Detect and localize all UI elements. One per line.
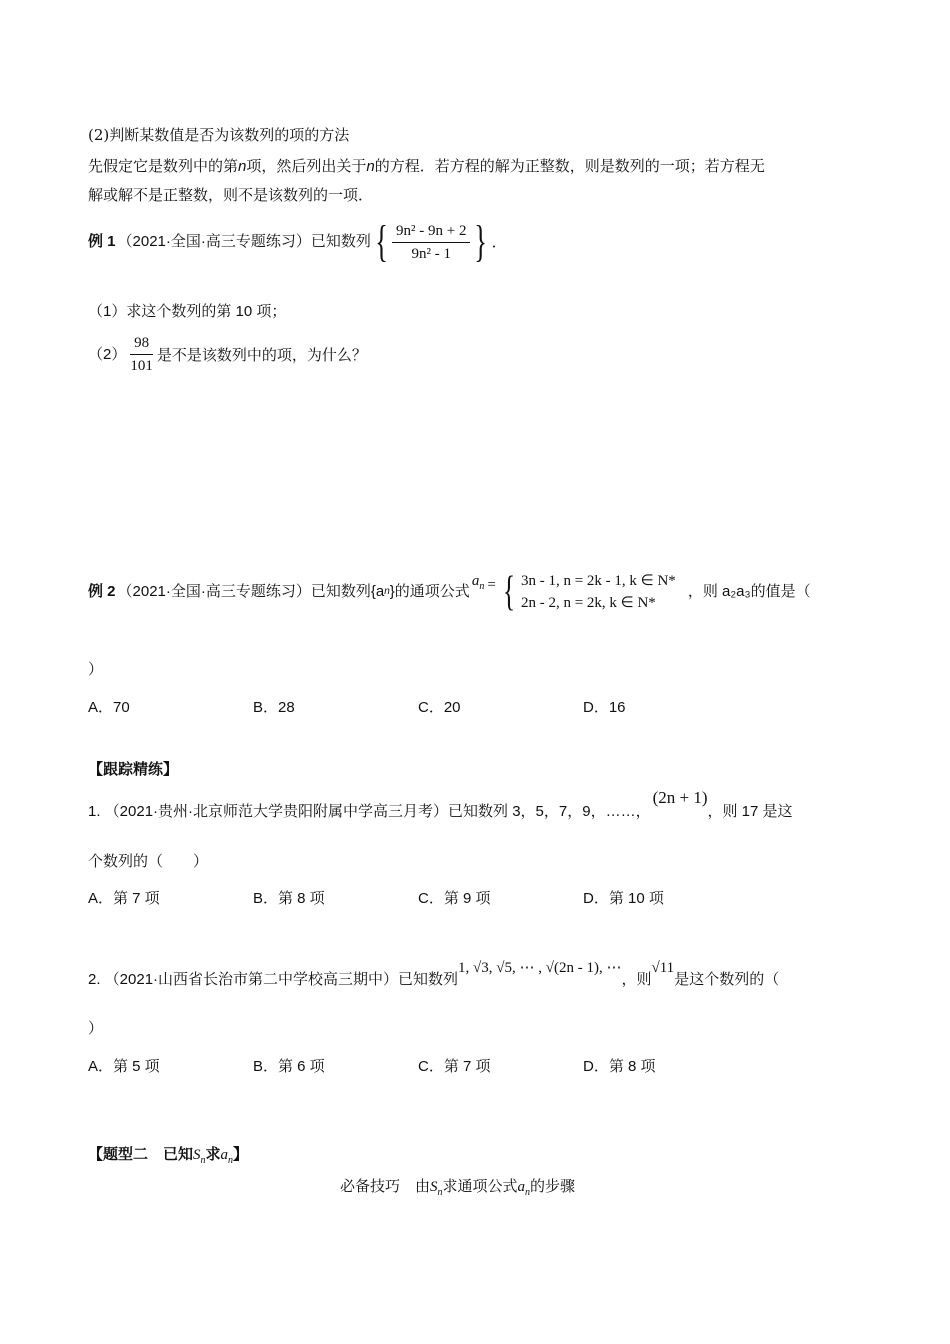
practice-2-option-c: C．第 7 项 <box>418 1058 491 1075</box>
formula-lhs: $a_n$ <box>471 573 485 592</box>
sqrt-sequence-formula: 1, √3, √5, ⋯ , √(2n - 1), ⋯ <box>458 960 622 976</box>
example-2-option-a: A．70 <box>88 699 130 716</box>
practice-2: 2. （2021·山西省长治市第二中学校高三期中）已知数列 1, √3, √5, ⋯ , √(2n - 1), ⋯ ，则 √11 是这个数列的（ <box>88 960 780 988</box>
practice-1-option-b: B．第 8 项 <box>253 890 325 907</box>
practice-1-option-a: A．第 7 项 <box>88 890 160 907</box>
fraction-98-101: $\frac{98}{101}$ <box>130 335 153 374</box>
formula-2n-plus-1: (2n + 1) <box>652 787 708 807</box>
practice-2-close-paren: ） <box>88 1020 104 1037</box>
practice-1-option-d: D．第 10 项 <box>583 890 664 907</box>
example-1-label: 例 1 <box>88 233 116 250</box>
type-2-header: 【题型二 已知$S_n$求$a_n$】 <box>88 1146 249 1166</box>
piecewise-formula: { 3n - 1, n = 2k - 1, k ∈ N* 2n - 2, n = 2k, k ∈ N* <box>502 569 676 615</box>
practice-1-line2: 个数列的（ ） <box>88 853 209 870</box>
example-2-option-d: D．16 <box>583 699 626 716</box>
sqrt-11: √11 <box>651 960 675 976</box>
practice-header: 【跟踪精练】 <box>88 761 179 778</box>
example-1-question-1: （1）求这个数列的第 10 项； <box>88 303 287 320</box>
method-desc-line1: 先假定它是数列中的第n项，然后列出关于n的方程．若方程的解为正整数，则是数列的一项；若方程无 <box>88 157 765 175</box>
example-1-question-2: （2） $\frac{98}{101}$ 是不是该数列中的项，为什么？ <box>88 335 367 374</box>
example-2-option-b: B．28 <box>253 699 295 716</box>
practice-2-option-d: D．第 8 项 <box>583 1058 656 1075</box>
practice-1-option-c: C．第 9 项 <box>418 890 491 907</box>
example-1-sequence-formula: { $\frac{\text{9n² - 9n + 2}}{\text{9n² - 1}}$ } <box>375 217 488 266</box>
example-2-close-paren: ） <box>88 661 104 678</box>
example-1-source: （2021·全国·高三专题练习）已知数列 <box>117 233 371 250</box>
method-desc-line2: 解或解不是正整数，则不是该数列的一项． <box>88 186 374 204</box>
practice-1: 1. （2021·贵州·北京师范大学贵阳附属中学高三月考）已知数列 3，5，7，9，……， (2n + 1) ，则 17 是这 <box>88 787 793 820</box>
practice-2-option-a: A．第 5 项 <box>88 1058 160 1075</box>
example-2-option-c: C．20 <box>418 699 461 716</box>
example-2: 例 2 （2021·全国·高三专题练习）已知数列{a n }的通项公式 $a_n$ = { 3n - 1, n = 2k - 1, k ∈ N* 2n - 2, n = 2k, k ∈ N* ，则 a₂a₃的值是（ <box>88 569 811 615</box>
example-2-label: 例 2 <box>88 583 116 600</box>
skill-title: 必备技巧 由$S_n$求通项公式$a_n$的步骤 <box>340 1177 576 1198</box>
method-heading: (2)判断某数值是否为该数列的项的方法 <box>88 126 350 144</box>
example-1: 例 1 （2021·全国·高三专题练习）已知数列 { $\frac{\text{9n² - 9n + 2}}{\text{9n² - 1}}$ } ． <box>88 217 507 266</box>
practice-2-option-b: B．第 6 项 <box>253 1058 325 1075</box>
